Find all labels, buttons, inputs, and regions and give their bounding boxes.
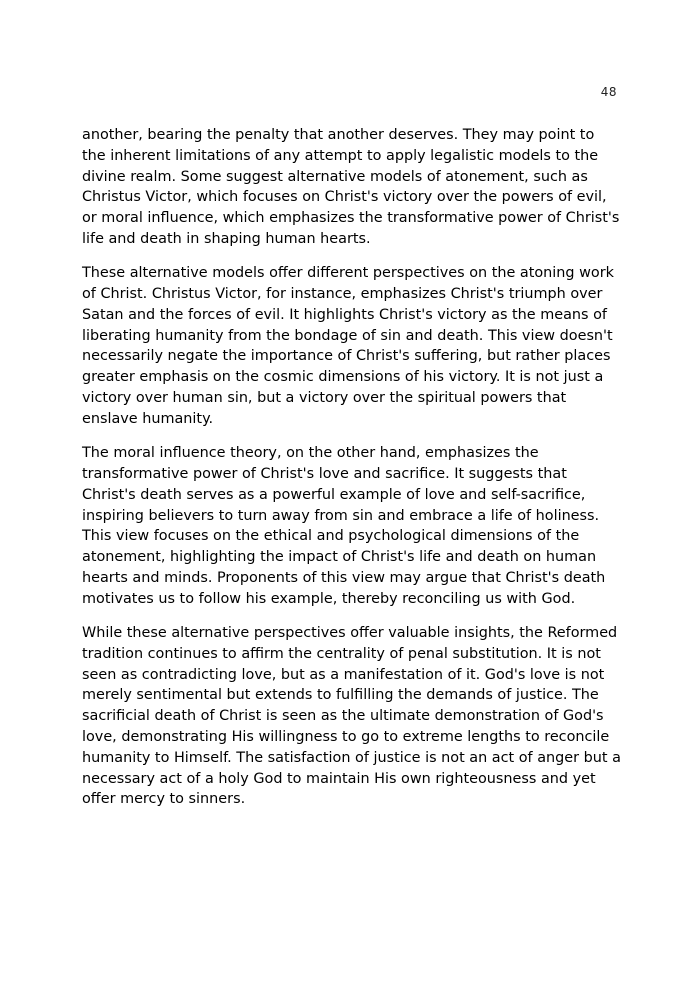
- page-body: [82, 125, 622, 824]
- paragraph-3: The moral influence theory, on the other hand, emphasizes the transformative power of Christ's love and sacrifice. It suggests that Christ's death serves as a powerful example of love and self-sacrifice, inspiring believers to turn away from sin and embrace a life of holiness. This view focuses on the ethical and psychological dimensions of the atonement, highlighting the impact of Christ's life and death on human hearts and minds. Proponents of this view may argue that Christ's death motivates us to follow his example, thereby reconciling us with God.: [82, 445, 606, 607]
- paragraph-4: While these alternative perspectives offer valuable insights, the Reformed tradition continues to affirm the centrality of penal substitution. It is not seen as contradicting love, but as a manifestation of it. God's love is not merely sentimental but extends to fulfilling the demands of justice. The sacrificial death of Christ is seen as the ultimate demonstration of God's love, demonstrating His willingness to go to extreme lengths to reconcile humanity to Himself. The satisfaction of justice is not an act of anger but a necessary act of a holy God to maintain His own righteousness and yet offer mercy to sinners.: [82, 625, 621, 808]
- paragraph-1: another, bearing the penalty that another deserves. They may point to the inherent limitations of any attempt to apply legalistic models to the divine realm. Some suggest alternative models of atonement, such as Christus Victor, which focuses on Christ's victory over the powers of evil, or moral influence, which emphasizes the transformative power of Christ's life and death in shaping human hearts.: [82, 127, 620, 247]
- page-number: 48: [600, 85, 617, 99]
- paragraph-2: These alternative models offer different perspectives on the atoning work of Christ. Christus Victor, for instance, emphasizes Christ's triumph over Satan and the forces of evil. It highlights Christ's victory as the means of liberating humanity from the bondage of sin and death. This view doesn't necessarily negate the importance of Christ's suffering, but rather places greater emphasis on the cosmic dimensions of his victory. It is not just a victory over human sin, but a victory over the spiritual powers that enslave humanity.: [82, 265, 614, 427]
